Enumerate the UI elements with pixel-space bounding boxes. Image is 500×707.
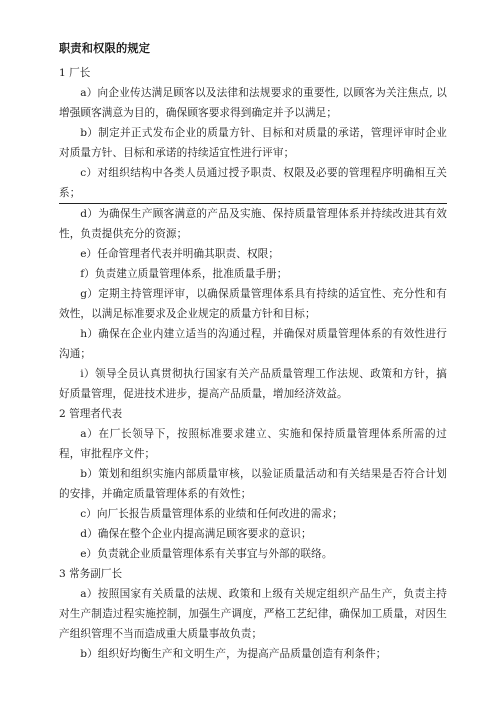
clause-2c: c）向厂长报告质量管理体系的业绩和任何改进的需求； xyxy=(80,508,343,520)
clause-1d: d）为确保生产顾客满意的产品及实施、保持质量管理体系并持续改进其有效性，负责提供充分的资源； xyxy=(59,208,447,240)
clause-1h: h）确保在企业内建立适当的沟通过程，并确保对质量管理体系的有效性进行沟通； xyxy=(59,328,447,360)
document-title: 职责和权限的规定 xyxy=(59,42,151,55)
clause-3b: b）组织好均衡生产和文明生产，为提高产品质量创造有利条件； xyxy=(80,648,387,660)
section-heading-factory-director: 1 厂长 xyxy=(59,67,91,79)
clause-1a: a）向企业传达满足顾客以及法律和法规要求的重要性, 以顾客为关注焦点, 以增强顾客满意为目的，确保顾客要求得到确定并予以满足； xyxy=(59,87,447,119)
clause-2b: b）策划和组织实施内部质量审核，以验证质量活动和有关结果是否符合计划的安排，并确定质量管理体系的有效性； xyxy=(59,468,447,500)
clause-2e: e）负责就企业质量管理体系有关事宜与外部的联络。 xyxy=(80,548,333,560)
clause-3a: a）按照国家有关质量的法规、政策和上级有关规定组织产品生产，负责主持对生产制造过程实施控制，加强生产调度，严格工艺纪律，确保加工质量，对因生产组织管理不当而造成重大质量事故负责； xyxy=(59,588,447,640)
clause-1b: b）制定并正式发布企业的质量方针、目标和对质量的承诺，管理评审时企业对质量方针、目标和承诺的持续适宜性进行评审； xyxy=(59,127,447,159)
clause-1c: c）对组织结构中各类人员通过授予职责、权限及必要的管理程序明确相互关系； xyxy=(59,163,447,204)
clause-1f: f）负责建立质量管理体系，批准质量手册； xyxy=(80,268,288,280)
clause-1g: g）定期主持管理评审，以确保质量管理体系具有持续的适宜性、充分性和有效性，以满足标准要求及企业规定的质量方针和目标； xyxy=(59,288,447,320)
section-heading-executive-deputy-director: 3 常务副厂长 xyxy=(59,568,123,580)
clause-2d: d）确保在整个企业内提高满足顾客要求的意识； xyxy=(80,528,312,540)
section-heading-management-representative: 2 管理者代表 xyxy=(59,408,123,420)
document-page xyxy=(59,40,447,664)
clause-1i: i）领导全员认真贯彻执行国家有关产品质量管理工作法规、政策和方针，搞好质量管理，促进技术进步，提高产品质量，增加经济效益。 xyxy=(59,368,447,400)
clause-2a: a）在厂长领导下，按照标准要求建立、实施和保持质量管理体系所需的过程，审批程序文件； xyxy=(59,428,447,460)
clause-1e: e）任命管理者代表并明确其职责、权限； xyxy=(80,248,280,260)
